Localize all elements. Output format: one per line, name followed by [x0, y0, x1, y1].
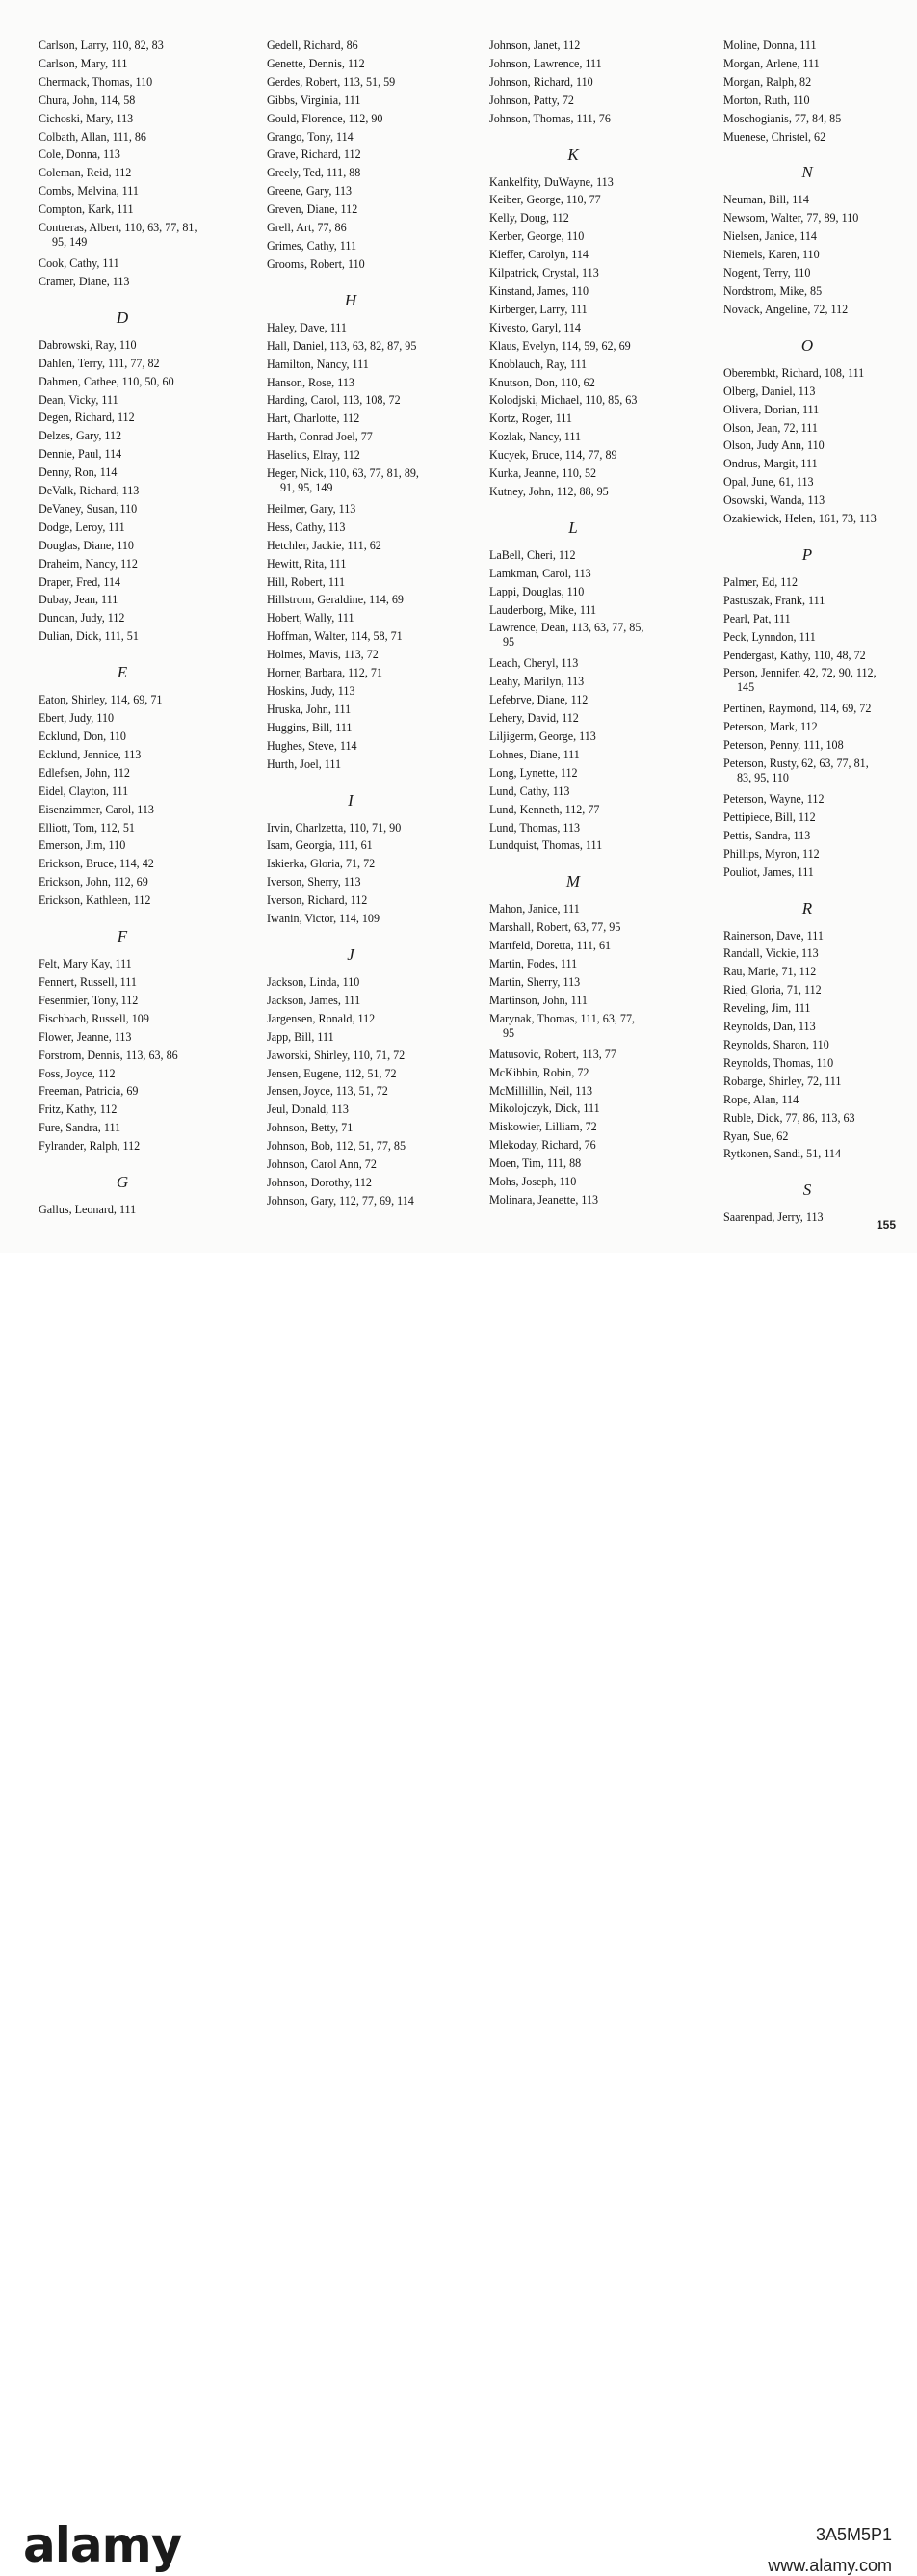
index-entry: Morgan, Arlene, 111: [723, 56, 820, 70]
index-entry: Flower, Jeanne, 113: [39, 1029, 132, 1044]
index-column-3: [489, 37, 694, 1209]
index-entry: Knoblauch, Ray, 111: [489, 357, 588, 371]
index-entry: Miskowier, Lilliam, 72: [489, 1120, 597, 1134]
index-entry: Morgan, Ralph, 82: [723, 74, 812, 89]
index-entry: Chura, John, 114, 58: [39, 93, 136, 107]
index-entry: Rytkonen, Sandi, 51, 114: [723, 1147, 842, 1161]
index-entry: Denny, Ron, 114: [39, 465, 118, 480]
index-entry: Coleman, Reid, 112: [39, 166, 132, 180]
index-entry: Gerdes, Robert, 113, 51, 59: [267, 74, 396, 89]
index-entry: Lund, Cathy, 113: [489, 783, 570, 798]
index-entry: Palmer, Ed, 112: [723, 574, 798, 589]
section-letter: J: [347, 944, 354, 964]
index-entry: Gould, Florence, 112, 90: [267, 111, 383, 125]
index-entry: Hanson, Rose, 113: [267, 375, 354, 389]
index-entry: Rainerson, Dave, 111: [723, 928, 824, 943]
index-entry: Johnson, Lawrence, 111: [489, 56, 602, 70]
index-entry: Cichoski, Mary, 113: [39, 111, 134, 125]
index-entry: Olivera, Dorian, 111: [723, 402, 820, 416]
index-entry: Dabrowski, Ray, 110: [39, 337, 137, 352]
index-entry: Erickson, John, 112, 69: [39, 875, 148, 890]
index-entry: Iwanin, Victor, 114, 109: [267, 912, 380, 926]
index-entry: Draheim, Nancy, 112: [39, 556, 138, 571]
index-entry: Hall, Daniel, 113, 63, 82, 87, 95: [267, 338, 417, 353]
index-entry: Mikolojczyk, Dick, 111: [489, 1102, 600, 1116]
index-section-r: [723, 899, 917, 1164]
index-entry: Olson, Judy Ann, 110: [723, 438, 825, 453]
index-entry: Elliott, Tom, 112, 51: [39, 820, 135, 835]
index-entry: Peterson, Mark, 112: [723, 720, 818, 734]
index-entry: Grell, Art, 77, 86: [267, 221, 347, 235]
index-entry: Hillstrom, Geraldine, 114, 69: [267, 593, 404, 607]
index-entry: Hamilton, Nancy, 111: [267, 357, 369, 371]
section-letter: D: [116, 307, 129, 327]
index-entry: Cole, Donna, 113: [39, 147, 120, 162]
index-entry: Fischbach, Russell, 109: [39, 1011, 149, 1025]
index-entry: Ozakiewick, Helen, 161, 73, 113: [723, 512, 877, 526]
index-entry: Johnson, Janet, 112: [489, 39, 581, 52]
index-entry: Marynak, Thomas, 111, 63, 77, 95: [489, 1011, 636, 1040]
index-entry: Lohnes, Diane, 111: [489, 747, 580, 761]
index-entry: Moline, Donna, 111: [723, 39, 817, 52]
index-entry: Lund, Thomas, 113: [489, 820, 581, 835]
index-entry: Moschogianis, 77, 84, 85: [723, 111, 842, 125]
index-entry: Peck, Lynndon, 111: [723, 629, 816, 644]
index-section-continued: [723, 37, 917, 146]
index-entry: Eisenzimmer, Carol, 113: [39, 802, 154, 816]
index-entry: Heger, Nick, 110, 63, 77, 81, 89, 91, 95, 149: [267, 466, 419, 494]
index-entry: Pettipiece, Bill, 112: [723, 810, 816, 824]
index-entry: Klaus, Evelyn, 114, 59, 62, 69: [489, 338, 631, 353]
section-letter: I: [348, 790, 354, 810]
index-section-continued: [489, 37, 694, 128]
index-entry: Nordstrom, Mike, 85: [723, 283, 823, 298]
index-entry: Olson, Jean, 72, 111: [723, 420, 818, 435]
index-entry: Fure, Sandra, 111: [39, 1121, 121, 1135]
index-entry: Dahlen, Terry, 111, 77, 82: [39, 356, 160, 370]
index-entry: Kankelfity, DuWayne, 113: [489, 174, 614, 189]
index-entry: Cook, Cathy, 111: [39, 255, 119, 270]
index-entry: Keiber, George, 110, 77: [489, 193, 601, 207]
index-section-f: [39, 927, 243, 1155]
index-entry: Ondrus, Margit, 111: [723, 457, 818, 471]
index-entry: Genette, Dennis, 112: [267, 56, 365, 70]
index-entry: Japp, Bill, 111: [267, 1029, 334, 1044]
index-entry: Newsom, Walter, 77, 89, 110: [723, 211, 859, 226]
index-entry: Johnson, Gary, 112, 77, 69, 114: [267, 1193, 414, 1208]
index-entry: Jensen, Joyce, 113, 51, 72: [267, 1084, 388, 1099]
index-entry: Johnson, Dorothy, 112: [267, 1175, 372, 1189]
index-entry: Fritz, Kathy, 112: [39, 1102, 118, 1117]
index-entry: Eidel, Clayton, 111: [39, 783, 129, 798]
index-entry: Iskierka, Gloria, 71, 72: [267, 857, 376, 871]
index-entry: Grave, Richard, 112: [267, 147, 361, 162]
index-section-l: [489, 518, 694, 856]
index-entry: Iverson, Richard, 112: [267, 893, 368, 908]
index-entry: Gibbs, Virginia, 111: [267, 93, 361, 107]
index-entry: Osowski, Wanda, 113: [723, 493, 825, 508]
index-entry: Mlekoday, Richard, 76: [489, 1138, 596, 1153]
index-section-e: [39, 663, 243, 910]
index-entry: Horner, Barbara, 112, 71: [267, 666, 382, 680]
index-entry: Opal, June, 61, 113: [723, 475, 814, 490]
index-entry: Erickson, Kathleen, 112: [39, 893, 151, 908]
index-entry: Colbath, Allan, 111, 86: [39, 129, 146, 144]
index-entry: Phillips, Myron, 112: [723, 846, 820, 861]
index-entry: Kilpatrick, Crystal, 113: [489, 266, 599, 280]
index-entry: Ecklund, Don, 110: [39, 730, 126, 743]
index-entry: Hewitt, Rita, 111: [267, 556, 347, 571]
index-entry: Lundquist, Thomas, 111: [489, 838, 603, 853]
index-entry: Rau, Marie, 71, 112: [723, 965, 817, 979]
index-section-n: [723, 163, 917, 318]
index-entry: Molinara, Jeanette, 113: [489, 1192, 599, 1207]
index-entry: Dulian, Dick, 111, 51: [39, 629, 139, 644]
index-entry: Hurth, Joel, 111: [267, 757, 342, 771]
index-entry: Pastuszak, Frank, 111: [723, 593, 825, 607]
index-section-continued: [267, 37, 471, 274]
index-entry: Irvin, Charlzetta, 110, 71, 90: [267, 820, 402, 835]
index-entry: Olberg, Daniel, 113: [723, 384, 816, 398]
index-entry: Pettis, Sandra, 113: [723, 828, 811, 842]
index-entry: Foss, Joyce, 112: [39, 1066, 116, 1080]
section-letter: N: [801, 163, 813, 182]
section-letter: F: [117, 927, 128, 946]
index-entry: Degen, Richard, 112: [39, 411, 135, 425]
index-section-m: [489, 872, 694, 1209]
index-entry: DeValk, Richard, 113: [39, 484, 140, 498]
index-entry: Kelly, Doug, 112: [489, 211, 569, 226]
index-entry: Leahy, Marilyn, 113: [489, 675, 585, 689]
watermark-image-id: 3A5M5P1: [815, 2525, 892, 2544]
index-entry: Jackson, Linda, 110: [267, 974, 360, 989]
index-entry: Johnson, Bob, 112, 51, 77, 85: [267, 1139, 406, 1154]
index-entry: Forstrom, Dennis, 113, 63, 86: [39, 1048, 178, 1062]
index-section-d: [39, 308, 243, 646]
index-entry: Holmes, Mavis, 113, 72: [267, 648, 379, 662]
section-letter: K: [567, 145, 579, 164]
index-section-j: [267, 945, 471, 1210]
index-entry: Kutney, John, 112, 88, 95: [489, 484, 609, 498]
index-page: [0, 0, 917, 1253]
index-entry: Leach, Cheryl, 113: [489, 656, 579, 671]
section-letter: E: [117, 663, 128, 682]
index-entry: Neuman, Bill, 114: [723, 193, 809, 207]
index-section-o: [723, 336, 917, 528]
index-column-2: [267, 37, 471, 1210]
index-entry: Liljigerm, George, 113: [489, 730, 596, 743]
index-entry: Lund, Kenneth, 112, 77: [489, 802, 600, 816]
index-entry: McMillillin, Neil, 113: [489, 1083, 593, 1098]
index-entry: Reveling, Jim, 111: [723, 1001, 811, 1016]
index-entry: Emerson, Jim, 110: [39, 838, 126, 853]
index-entry: Nielsen, Janice, 114: [723, 229, 817, 244]
index-entry: Kerber, George, 110: [489, 229, 585, 244]
section-letter: R: [801, 898, 813, 917]
index-entry: Reynolds, Thomas, 110: [723, 1055, 834, 1070]
index-entry: Dubay, Jean, 111: [39, 593, 118, 607]
index-entry: Hill, Robert, 111: [267, 574, 346, 589]
index-entry: Martin, Sherry, 113: [489, 974, 581, 989]
index-entry: Eaton, Shirley, 114, 69, 71: [39, 693, 163, 707]
index-entry: Kinstand, James, 110: [489, 283, 590, 298]
section-letter: P: [801, 544, 813, 564]
index-entry: Ebert, Judy, 110: [39, 711, 115, 726]
index-entry: Hetchler, Jackie, 111, 62: [267, 538, 381, 552]
index-entry: Kieffer, Carolyn, 114: [489, 248, 589, 262]
index-entry: Reynolds, Sharon, 110: [723, 1037, 829, 1051]
index-entry: Contreras, Albert, 110, 63, 77, 81, 95, 149: [39, 221, 197, 249]
index-entry: Combs, Melvina, 111: [39, 184, 139, 199]
index-entry: Grimes, Cathy, 111: [267, 238, 357, 252]
index-entry: Lappi, Douglas, 110: [489, 584, 585, 598]
index-entry: Pendergast, Kathy, 110, 48, 72: [723, 648, 866, 662]
index-entry: Johnson, Thomas, 111, 76: [489, 111, 611, 125]
index-entry: Long, Lynette, 112: [489, 765, 578, 780]
index-entry: Johnson, Carol Ann, 72: [267, 1157, 377, 1172]
index-entry: Edlefsen, John, 112: [39, 765, 130, 780]
index-entry: Haley, Dave, 111: [267, 320, 347, 334]
index-entry: Felt, Mary Kay, 111: [39, 957, 132, 971]
index-entry: Marshall, Robert, 63, 77, 95: [489, 920, 621, 935]
index-entry: DeVaney, Susan, 110: [39, 501, 138, 516]
watermark-logo: alamy: [23, 2517, 182, 2573]
index-entry: Greene, Gary, 113: [267, 184, 353, 199]
index-entry: Erickson, Bruce, 114, 42: [39, 857, 154, 871]
index-entry: Johnson, Richard, 110: [489, 74, 593, 89]
index-entry: Gedell, Richard, 86: [267, 39, 358, 52]
index-entry: Greven, Diane, 112: [267, 202, 358, 217]
index-entry: Peterson, Wayne, 112: [723, 792, 825, 806]
index-entry: Dodge, Leroy, 111: [39, 519, 125, 534]
index-entry: Nogent, Terry, 110: [723, 266, 811, 280]
index-entry: Kivesto, Garyl, 114: [489, 320, 581, 334]
index-entry: Dean, Vicky, 111: [39, 392, 118, 407]
index-entry: Dahmen, Cathee, 110, 50, 60: [39, 374, 174, 388]
index-entry: Gallus, Leonard, 111: [39, 1203, 137, 1217]
index-entry: Kurka, Jeanne, 110, 52: [489, 466, 597, 481]
index-entry: Saarenpad, Jerry, 113: [723, 1210, 824, 1225]
index-entry: Chermack, Thomas, 110: [39, 74, 153, 89]
index-entry: Pertinen, Raymond, 114, 69, 72: [723, 702, 872, 716]
index-entry: Oberembkt, Richard, 108, 111: [723, 365, 865, 380]
index-entry: Kirberger, Larry, 111: [489, 302, 588, 316]
index-entry: Draper, Fred, 114: [39, 574, 121, 589]
index-entry: Hess, Cathy, 113: [267, 519, 346, 534]
index-entry: Duncan, Judy, 112: [39, 611, 125, 625]
index-entry: Lawrence, Dean, 113, 63, 77, 85, 95: [489, 621, 644, 650]
watermark-site: www.alamy.com: [768, 2556, 892, 2575]
index-entry: Hruska, John, 111: [267, 702, 352, 716]
index-entry: Peterson, Penny, 111, 108: [723, 738, 844, 753]
index-entry: LaBell, Cheri, 112: [489, 547, 576, 562]
index-entry: Martin, Fodes, 111: [489, 957, 578, 971]
index-entry: Jargensen, Ronald, 112: [267, 1011, 376, 1025]
index-entry: Johnson, Betty, 71: [267, 1121, 354, 1135]
index-entry: Martinson, John, 111: [489, 993, 588, 1007]
index-entry: Douglas, Diane, 110: [39, 538, 134, 552]
section-letter: L: [568, 518, 578, 537]
section-letter: M: [565, 872, 581, 891]
index-entry: Pouliot, James, 111: [723, 864, 814, 879]
index-entry: Knutson, Don, 110, 62: [489, 375, 595, 389]
index-entry: Hughes, Steve, 114: [267, 738, 357, 753]
index-entry: Randall, Vickie, 113: [723, 946, 819, 961]
index-entry: Mohs, Joseph, 110: [489, 1175, 577, 1189]
index-entry: Lehery, David, 112: [489, 711, 579, 726]
watermark-bar: [0, 1253, 917, 2575]
section-letter: G: [116, 1173, 129, 1192]
index-entry: Jeul, Donald, 113: [267, 1102, 349, 1117]
index-entry: Heilmer, Gary, 113: [267, 501, 356, 516]
index-entry: Reynolds, Dan, 113: [723, 1020, 816, 1034]
index-entry: Peterson, Rusty, 62, 63, 77, 81, 83, 95, 110: [723, 757, 869, 784]
index-entry: Mahon, Janice, 111: [489, 902, 580, 916]
index-entry: Ecklund, Jennice, 113: [39, 747, 142, 761]
index-entry: Haselius, Elray, 112: [267, 448, 360, 463]
index-entry: Iverson, Sherry, 113: [267, 875, 361, 890]
index-entry: Kolodjski, Michael, 110, 85, 63: [489, 393, 638, 408]
index-entry: Cramer, Diane, 113: [39, 274, 130, 288]
index-section-continued: [39, 37, 243, 291]
index-entry: Freeman, Patricia, 69: [39, 1084, 139, 1099]
index-entry: Niemels, Karen, 110: [723, 248, 820, 262]
index-entry: Jaworski, Shirley, 110, 71, 72: [267, 1048, 406, 1062]
section-letter: O: [800, 335, 814, 355]
index-entry: Matusovic, Robert, 113, 77: [489, 1047, 616, 1061]
index-entry: Carlson, Larry, 110, 82, 83: [39, 39, 164, 52]
page-number: 155: [876, 1218, 896, 1232]
section-letter: H: [344, 290, 357, 309]
index-entry: Hoskins, Judy, 113: [267, 684, 355, 698]
index-entry: Jensen, Eugene, 112, 51, 72: [267, 1066, 397, 1080]
index-entry: Fesenmier, Tony, 112: [39, 993, 139, 1007]
index-entry: Ried, Gloria, 71, 112: [723, 983, 822, 997]
index-entry: Ruble, Dick, 77, 86, 113, 63: [723, 1110, 855, 1125]
index-entry: McKibbin, Robin, 72: [489, 1065, 590, 1079]
index-entry: Lamkman, Carol, 113: [489, 566, 591, 580]
index-entry: Kortz, Roger, 111: [489, 412, 572, 426]
index-section-h: [267, 291, 471, 774]
index-entry: Harth, Conrad Joel, 77: [267, 430, 373, 444]
index-section-i: [267, 791, 471, 928]
index-column-1: [39, 37, 243, 1219]
index-entry: Moen, Tim, 111, 88: [489, 1156, 582, 1171]
index-entry: Martfeld, Doretta, 111, 61: [489, 939, 612, 953]
index-entry: Kucyek, Bruce, 114, 77, 89: [489, 448, 617, 463]
index-entry: Carlson, Mary, 111: [39, 56, 128, 70]
index-entry: Harding, Carol, 113, 108, 72: [267, 393, 401, 408]
index-entry: Hoffman, Walter, 114, 58, 71: [267, 629, 403, 644]
index-entry: Pearl, Pat, 111: [723, 611, 791, 625]
index-entry: Robarge, Shirley, 72, 111: [723, 1074, 842, 1088]
index-entry: Huggins, Bill, 111: [267, 720, 353, 734]
index-entry: Ryan, Sue, 62: [723, 1129, 789, 1143]
index-entry: Johnson, Patty, 72: [489, 93, 574, 107]
index-section-g: [39, 1173, 243, 1219]
index-entry: Lauderborg, Mike, 111: [489, 602, 597, 617]
index-section-p: [723, 545, 917, 882]
index-entry: Person, Jennifer, 42, 72, 90, 112, 145: [723, 666, 877, 695]
index-entry: Fennert, Russell, 111: [39, 974, 137, 989]
section-letter: S: [802, 1181, 812, 1200]
index-entry: Grango, Tony, 114: [267, 129, 354, 144]
index-entry: Greely, Ted, 111, 88: [267, 166, 361, 180]
index-entry: Jackson, James, 111: [267, 993, 361, 1007]
index-entry: Rope, Alan, 114: [723, 1092, 799, 1106]
index-entry: Dennie, Paul, 114: [39, 447, 122, 462]
index-entry: Muenese, Christel, 62: [723, 129, 826, 144]
index-column-4: [723, 37, 917, 1227]
index-entry: Grooms, Robert, 110: [267, 256, 365, 271]
index-entry: Lefebrve, Diane, 112: [489, 693, 589, 707]
index-entry: Hart, Charlotte, 112: [267, 412, 360, 426]
index-entry: Hobert, Wally, 111: [267, 611, 354, 625]
index-section-k: [489, 146, 694, 501]
index-entry: Fylrander, Ralph, 112: [39, 1139, 141, 1154]
index-entry: Compton, Kark, 111: [39, 202, 134, 217]
index-entry: Delzes, Gary, 112: [39, 429, 122, 443]
index-entry: Kozlak, Nancy, 111: [489, 430, 582, 444]
index-entry: Morton, Ruth, 110: [723, 93, 810, 107]
index-entry: Isam, Georgia, 111, 61: [267, 838, 373, 853]
index-entry: Novack, Angeline, 72, 112: [723, 302, 849, 316]
